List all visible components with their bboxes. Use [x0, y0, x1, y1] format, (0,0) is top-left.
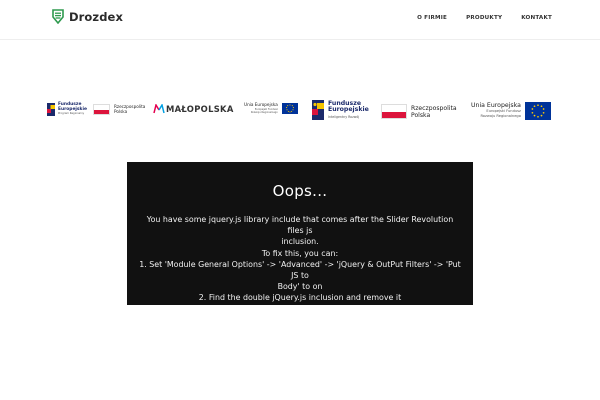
- ue-small-sub2: Rozwoju Regionalnego: [250, 111, 278, 115]
- drozdex-logo-icon: [52, 9, 64, 24]
- fundusze-europejskie-icon: [47, 103, 55, 116]
- fe-big-sub: Inteligentny Rozwój: [328, 114, 360, 119]
- rp-small-line2: Polska: [114, 108, 128, 114]
- error-message: [139, 214, 461, 304]
- error-line-6: 2. Find the double jQuery.js inclusion and remove it: [198, 293, 402, 303]
- site-header: [0, 0, 600, 40]
- slider-error-box: [127, 162, 473, 305]
- funding-logos-strip: [0, 98, 600, 128]
- rzeczpospolita-logo-large: [381, 104, 457, 119]
- rp-small-line1: Rzeczpospolita: [114, 103, 146, 109]
- ue-small-sub1: Europejski Fundusz: [254, 107, 278, 111]
- rp-big-line1: Rzeczpospolita: [411, 104, 457, 112]
- nav-item-produkty[interactable]: PRODUKTY: [466, 15, 503, 21]
- fundusze-europejskie-icon: [312, 100, 324, 120]
- error-line-4: 1. Set 'Module General Options' -> 'Advanced' -> 'jQuery & OutPut Filters' -> 'Put JS to: [139, 259, 461, 281]
- error-line-3: To fix this, you can:: [261, 248, 339, 258]
- error-line-2: inclusion.: [281, 237, 319, 247]
- error-line-1: You have some jquery.js library include that comes after the Slider Revolution files js: [146, 215, 454, 236]
- malopolska-logo: [153, 104, 234, 114]
- error-title: Oops...: [272, 182, 328, 200]
- ue-small-line1: Unia Europejska: [244, 102, 278, 107]
- fe-big-line2: Europejskie: [328, 106, 369, 114]
- polish-flag-icon: [381, 104, 407, 119]
- ue-big-sub2: Rozwoju Regionalnego: [480, 114, 521, 119]
- ue-big-sub1: Europejski Fundusz: [486, 109, 521, 114]
- fe-small-line1: Fundusze: [58, 102, 82, 108]
- fe-small-line2: Europejskie: [58, 106, 87, 112]
- fe-small-sub: Program Regionalny: [58, 112, 85, 116]
- ue-big-line1: Unia Europejska: [471, 101, 521, 109]
- malopolska-name: MAŁOPOLSKA: [166, 104, 234, 114]
- unia-europejska-logo-large: [471, 102, 551, 120]
- main-nav: [398, 15, 552, 21]
- rp-big-line2: Polska: [411, 111, 431, 119]
- brand-home-link[interactable]: [52, 9, 123, 24]
- eu-flag-icon: [525, 102, 551, 120]
- malopolska-mark-icon: [153, 104, 165, 114]
- fe-big-line1: Fundusze: [328, 99, 362, 107]
- fundusze-europejskie-logo-small: [47, 103, 87, 116]
- unia-europejska-logo-small: [244, 103, 298, 115]
- nav-item-o-firmie[interactable]: O FIRMIE: [417, 15, 448, 21]
- nav-item-kontakt[interactable]: KONTAKT: [521, 15, 552, 21]
- eu-flag-icon: [282, 103, 298, 114]
- rzeczpospolita-logo-small: [93, 104, 145, 115]
- fundusze-europejskie-logo-large: [312, 100, 369, 120]
- error-line-5: Body' to on: [277, 282, 323, 292]
- polish-flag-icon: [93, 104, 110, 115]
- brand-name: Drozdex: [69, 9, 123, 24]
